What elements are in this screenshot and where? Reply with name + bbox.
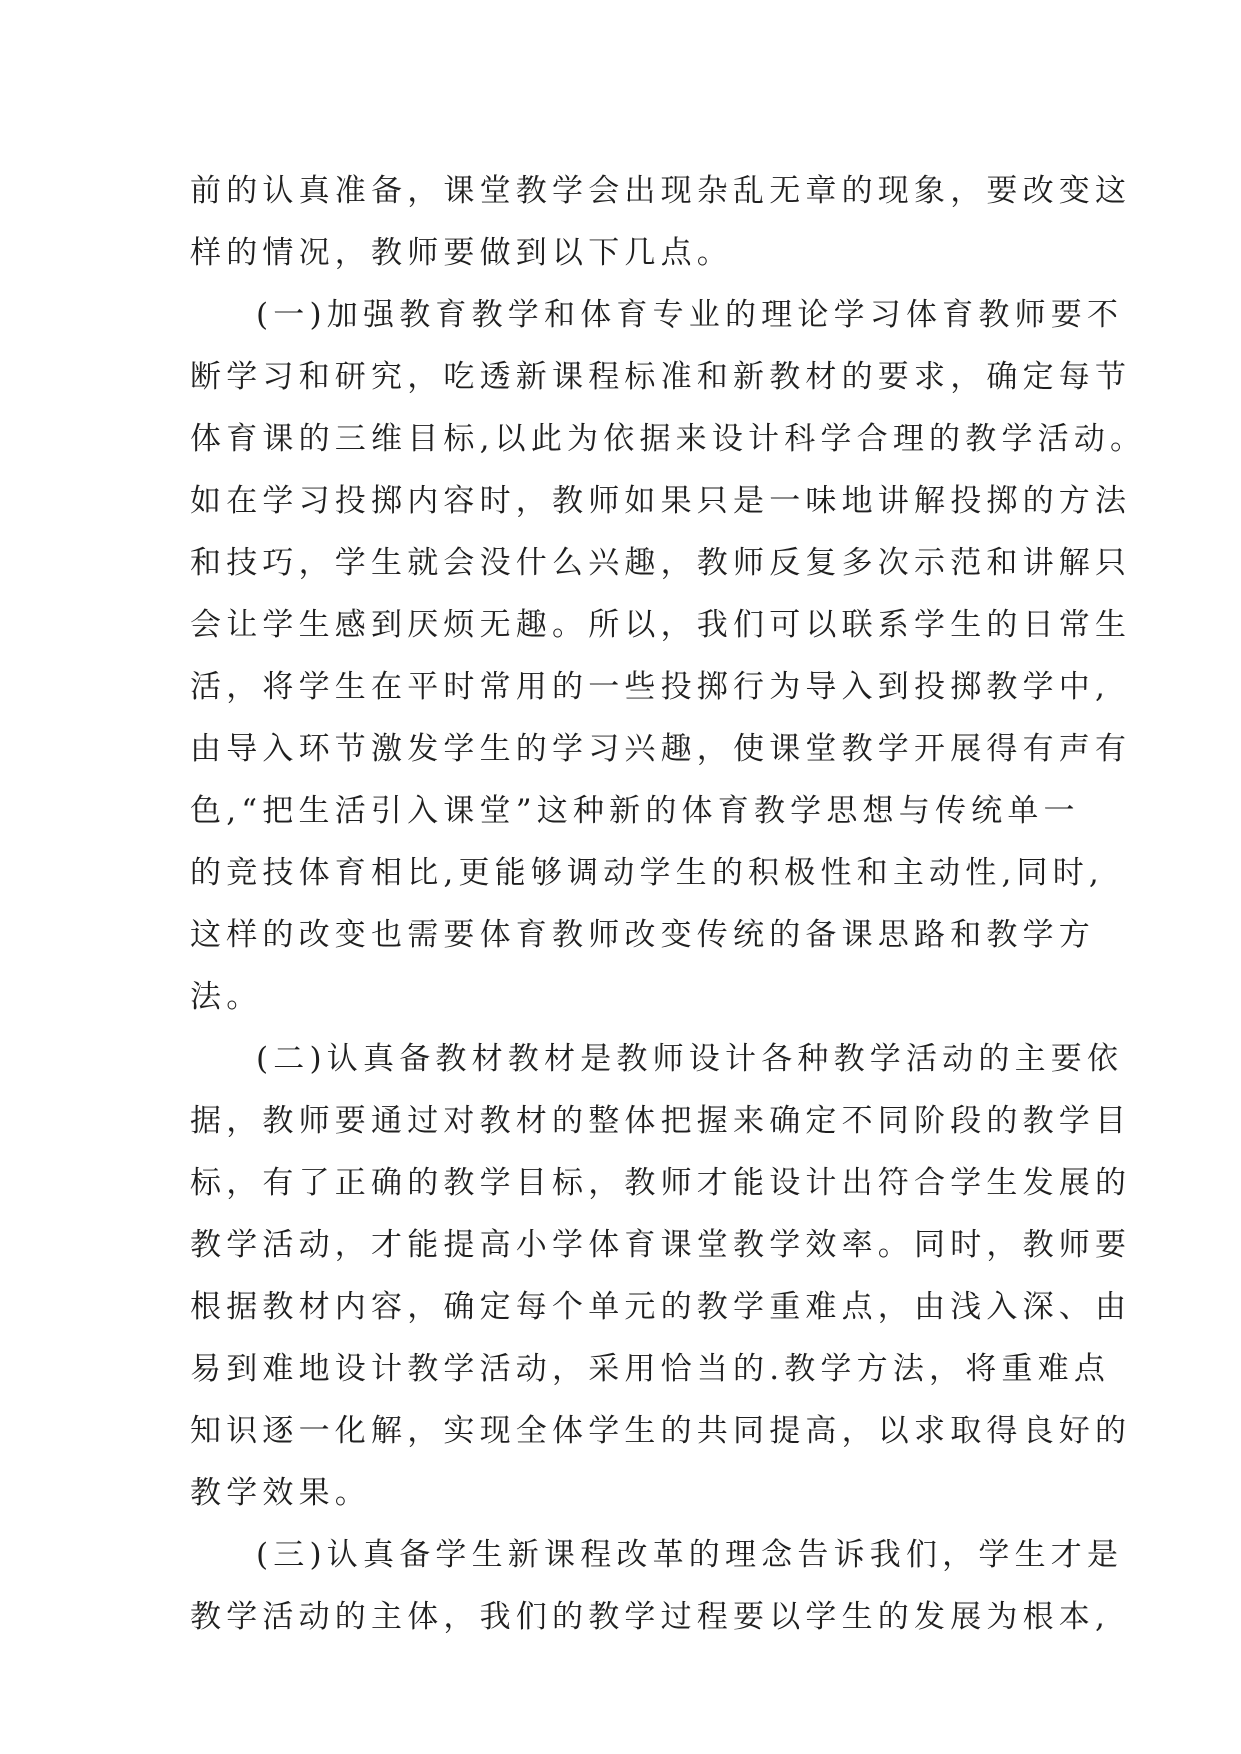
text-line: 由导入环节激发学生的学习兴趣，使课堂教学开展得有声有 [190,731,1132,767]
text-line: 的竞技体育相比,更能够调动学生的积极性和主动性,同时, [190,855,1104,891]
text-line: 如在学习投掷内容时，教师如果只是一味地讲解投掷的方法 [190,483,1132,519]
text-line: 教学效果。 [190,1475,371,1511]
text-line: 和技巧，学生就会没什么兴趣，教师反复多次示范和讲解只 [190,545,1132,581]
text-line: 标，有了正确的教学目标，教师才能设计出符合学生发展的 [190,1165,1132,1201]
text-line: 根据教材内容，确定每个单元的教学重难点，由浅入深、由 [190,1289,1132,1325]
paragraph-heading-line: (三)认真备学生新课程改革的理念告诉我们，学生才是 [256,1537,1124,1573]
text-line: 断学习和研究，吃透新课程标准和新教材的要求，确定每节 [190,359,1132,395]
text-line: 活，将学生在平时常用的一些投掷行为导入到投掷教学中, [190,669,1111,705]
text-line: 会让学生感到厌烦无趣。所以，我们可以联系学生的日常生 [190,607,1132,643]
text-line: 教学活动，才能提高小学体育课堂教学效率。同时，教师要 [190,1227,1132,1263]
text-line: 色,“把生活引入课堂”这种新的体育教学思想与传统单一 [190,793,1080,829]
text-line: 据，教师要通过对教材的整体把握来确定不同阶段的教学目 [190,1103,1132,1139]
text-line: 体育课的三维目标,以此为依据来设计科学合理的教学活动。 [190,421,1147,457]
text-line: 法。 [190,979,263,1015]
text-line: 易到难地设计教学活动，采用恰当的.教学方法，将重难点 [190,1351,1111,1387]
text-line: 知识逐一化解，实现全体学生的共同提高，以求取得良好的 [190,1413,1132,1449]
body-text [190,160,1147,1648]
text-line: 这样的改变也需要体育教师改变传统的备课思路和教学方 [190,917,1095,953]
paragraph-heading-line: (二)认真备教材教材是教师设计各种教学活动的主要依 [256,1041,1124,1077]
text-line: 前的认真准备，课堂教学会出现杂乱无章的现象，要改变这 [190,173,1132,209]
text-line: 样的情况，教师要做到以下几点。 [190,235,733,271]
paragraph-heading-line: (一)加强教育教学和体育专业的理论学习体育教师要不 [256,297,1124,333]
text-line: 教学活动的主体，我们的教学过程要以学生的发展为根本, [190,1599,1111,1635]
